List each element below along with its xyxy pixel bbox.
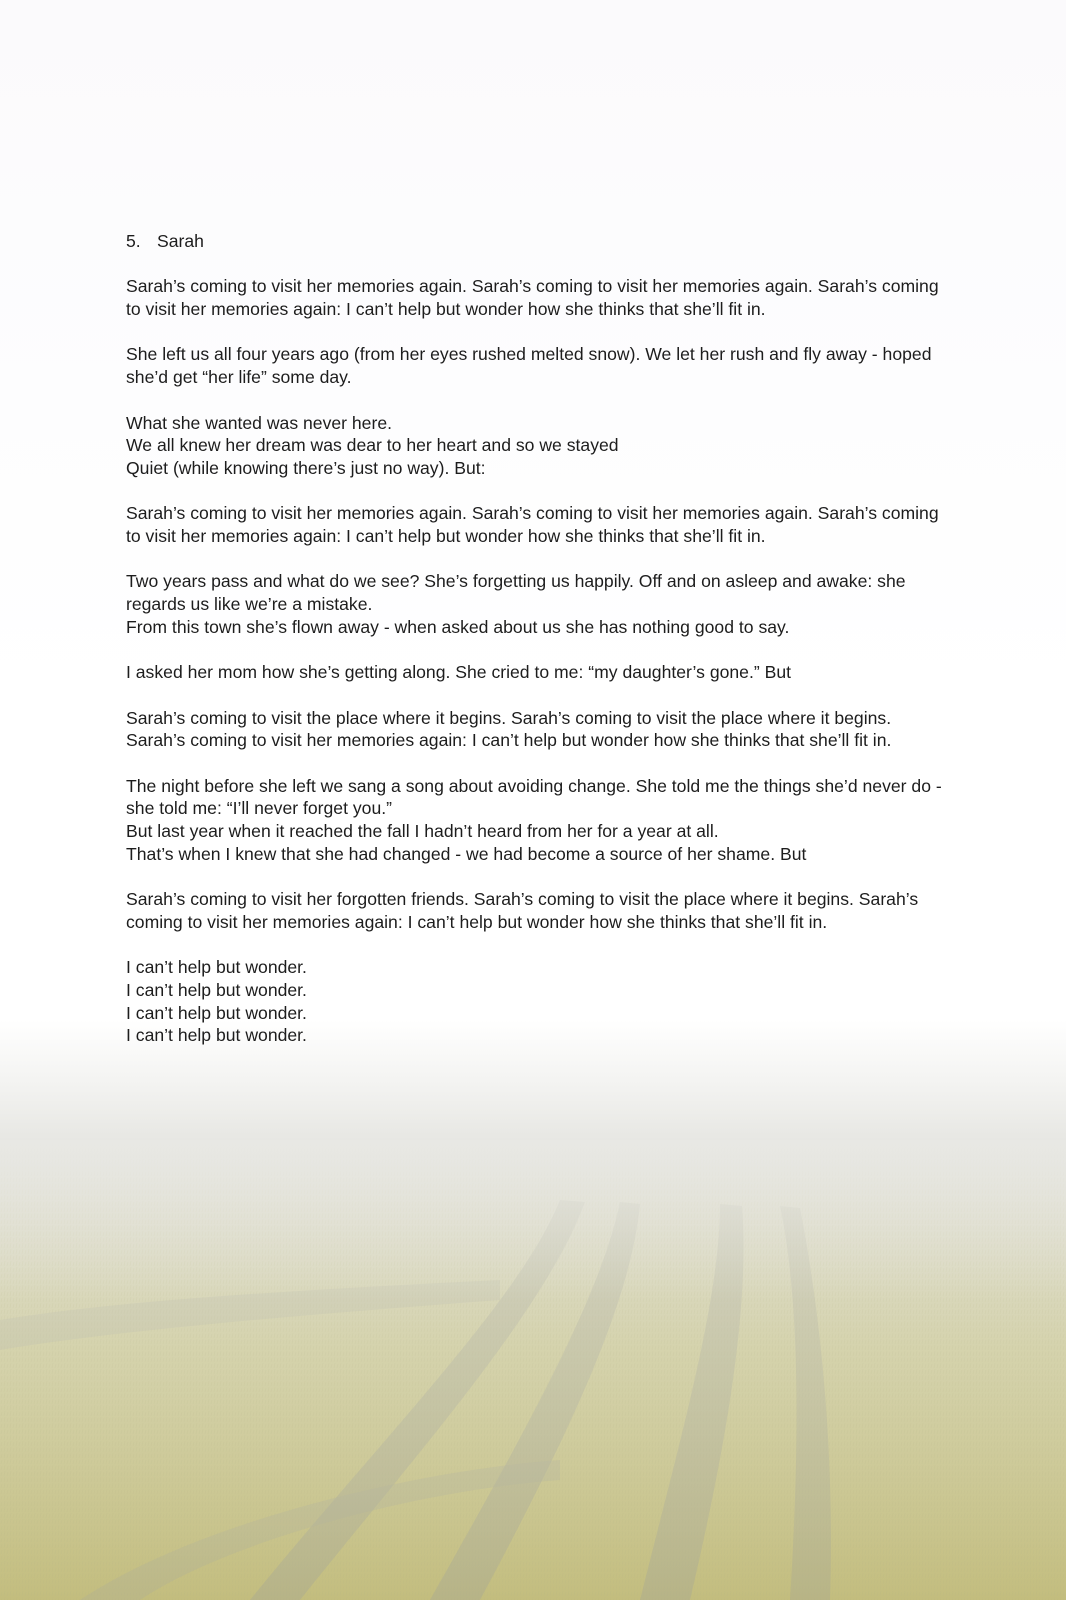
lyric-line: Quiet (while knowing there’s just no way). But: <box>126 457 486 478</box>
stanza <box>126 570 946 638</box>
lyric-line: What she wanted was never here. <box>126 412 393 433</box>
stanza <box>126 661 946 684</box>
song-heading <box>126 230 946 253</box>
lyric-line: I can’t help but wonder. <box>126 1025 307 1046</box>
lyric-line: From this town she’s flown away - when asked about us she has nothing good to say. <box>126 616 790 637</box>
meadow-illustration <box>0 1140 1066 1600</box>
stanza <box>126 707 946 752</box>
lyric-line: But last year when it reached the fall I hadn’t heard from her for a year at all. <box>126 821 719 842</box>
song-lyrics <box>126 230 946 1070</box>
stanza <box>126 275 946 320</box>
lyric-line: I can’t help but wonder. <box>126 957 307 978</box>
stanza <box>126 775 946 866</box>
lyric-line: I can’t help but wonder. <box>126 1002 307 1023</box>
stanza <box>126 343 946 388</box>
stanza <box>126 502 946 547</box>
lyric-line: I asked her mom how she’s getting along. She cried to me: “my daughter’s gone.” But <box>126 662 792 683</box>
song-number: 5. <box>126 231 141 251</box>
lyric-line: Sarah’s coming to visit her memories again. Sarah’s coming to visit her memories again. Sarah’s coming to visit her memories again: I can’t help but wonder how she thinks that she’ll fit in. <box>126 276 939 320</box>
lyric-line: That’s when I knew that she had changed - we had become a source of her shame. But <box>126 843 807 864</box>
lyric-line: Sarah’s coming to visit her memories again. Sarah’s coming to visit her memories again. Sarah’s coming to visit her memories again: I can’t help but wonder how she thinks that she’ll fit in. <box>126 503 939 547</box>
stanza <box>126 888 946 933</box>
lyric-line: Sarah’s coming to visit the place where it begins. Sarah’s coming to visit the place where it begins. Sarah’s coming to visit her memories again: I can’t help but wonder how she thinks that she’ll fit in. <box>126 707 892 751</box>
stanza <box>126 956 946 1047</box>
lyric-line: The night before she left we sang a song about avoiding change. She told me the things she’d never do - she told me: “I’ll never forget you.” <box>126 775 942 819</box>
lyric-line: We all knew her dream was dear to her heart and so we stayed <box>126 435 619 456</box>
lyric-line: Sarah’s coming to visit her forgotten friends. Sarah’s coming to visit the place where it begins. Sarah’s coming to visit her memories again: I can’t help but wonder how she thinks that she’ll fit in. <box>126 889 919 932</box>
meadow-background-image <box>0 1140 1066 1600</box>
song-title: Sarah <box>157 231 204 251</box>
lyric-line: She left us all four years ago (from her eyes rushed melted snow). We let her rush and fly away - hoped she’d get “her life” some day. <box>126 344 932 388</box>
lyric-line: I can’t help but wonder. <box>126 980 307 1001</box>
lyric-line: Two years pass and what do we see? She’s forgetting us happily. Off and on asleep and awake: she regards us like we’re a mistake. <box>126 571 906 615</box>
stanza <box>126 412 946 480</box>
